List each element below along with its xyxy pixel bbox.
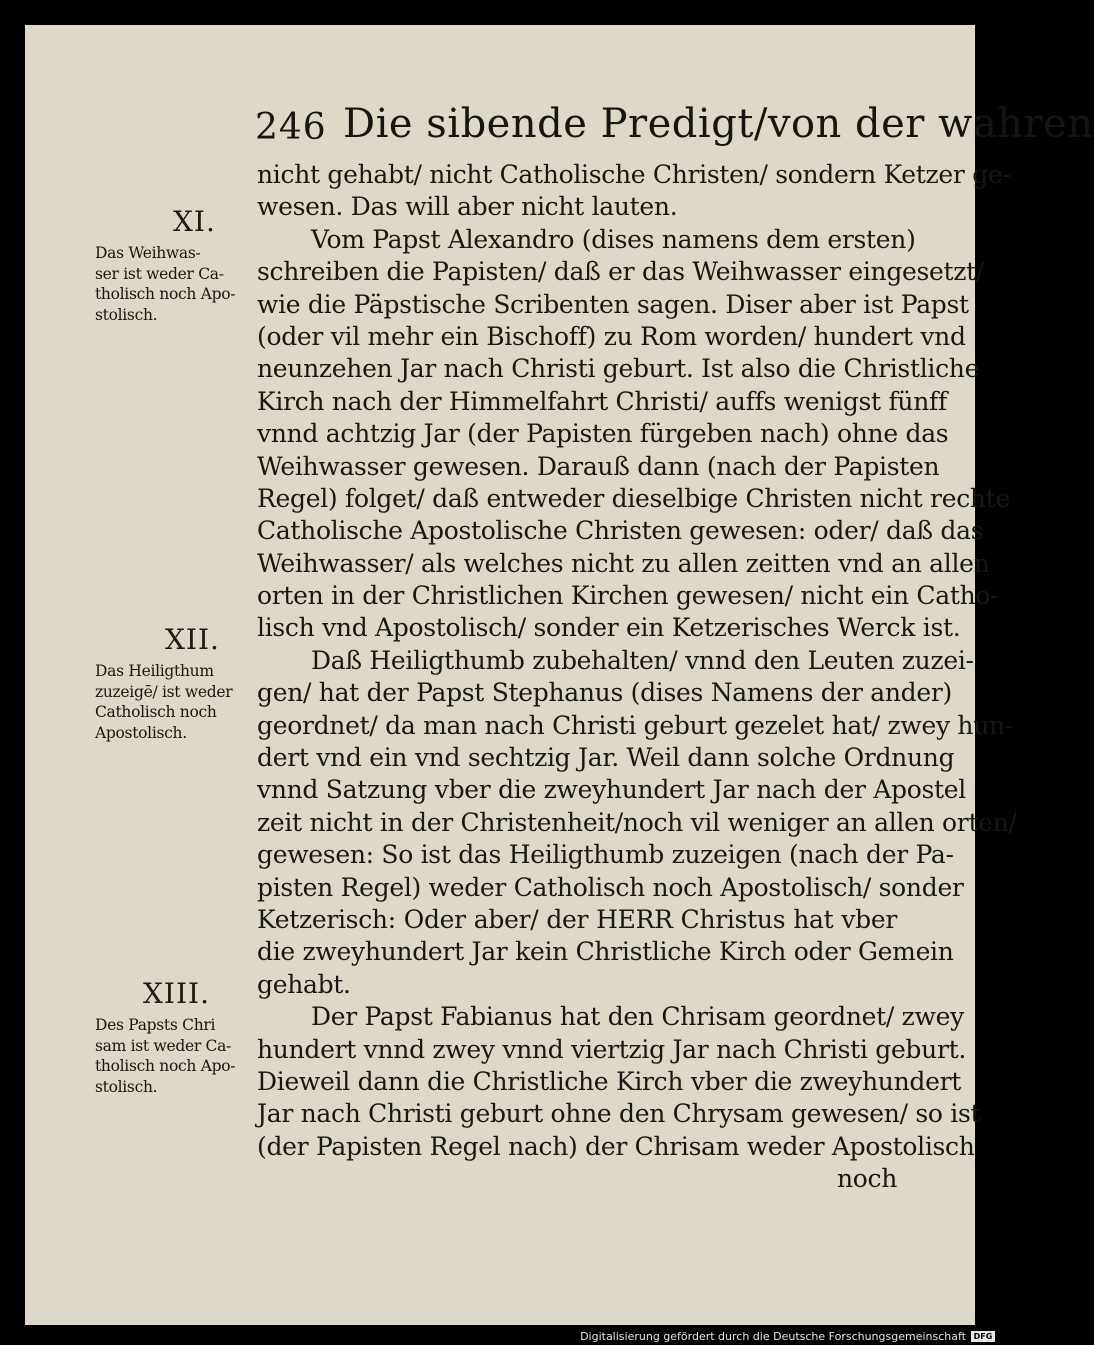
text-line: (oder vil mehr ein Bischoff) zu Rom worden/ hundert vnd xyxy=(257,321,966,351)
text-line: vnnd achtzig Jar (der Papisten fürgeben nach) ohne das xyxy=(257,419,949,449)
text-line: pisten Regel) weder Catholisch noch Apostolisch/ sonder xyxy=(257,872,964,902)
text-line: orten in der Christlichen Kirchen gewesen/ nicht ein Catho- xyxy=(257,581,999,611)
text-line: gehabt. xyxy=(257,969,351,999)
text-line: Weihwasser/ als welches nicht zu allen zeitten vnd an allen xyxy=(257,548,990,578)
text-line: gen/ hat der Papst Stephanus (dises Namens der ander) xyxy=(257,678,952,708)
running-head: Die sibende Predigt/von der wahren xyxy=(343,101,1094,147)
text-line: hundert vnnd zwey vnnd viertzig Jar nach Christi geburt. xyxy=(257,1034,966,1064)
margin-note-xii xyxy=(95,661,265,743)
text-line: nicht gehabt/ nicht Catholische Christen/ sondern Ketzer ge- xyxy=(257,160,1011,189)
margin-note-line: Catholisch noch xyxy=(95,703,217,721)
text-line: dert vnd ein vnd sechtzig Jar. Weil dann solche Ordnung xyxy=(257,743,955,773)
margin-note-line: stolisch. xyxy=(95,305,158,324)
footer-bar xyxy=(0,1325,1000,1345)
text-line: geordnet/ da man nach Christi geburt gezelet hat/ zwey hun- xyxy=(257,710,1013,740)
margin-note-line: stolisch. xyxy=(95,1077,158,1096)
text-line: (der Papisten Regel nach) der Chrisam weder Apostolisch xyxy=(257,1131,975,1161)
text-line: neunzehen Jar nach Christi geburt. Ist also die Christliche xyxy=(257,354,980,384)
margin-note-line: Das Weihwas- xyxy=(95,244,201,262)
text-line: gewesen: So ist das Heiligthumb zuzeigen (nach der Pa- xyxy=(257,840,954,870)
margin-note-line: Apostolisch. xyxy=(95,723,187,742)
margin-note-xi xyxy=(95,243,265,325)
margin-note-line: zuzeigē/ ist weder xyxy=(95,682,233,701)
text-line: Dieweil dann die Christliche Kirch vber die zweyhundert xyxy=(257,1066,961,1096)
dfg-logo: DFG xyxy=(971,1331,995,1342)
section-numeral-xi: XI. xyxy=(173,205,216,238)
scanned-page xyxy=(25,25,1094,1325)
text-line: Catholische Apostolische Christen gewesen: oder/ daß das xyxy=(257,516,984,546)
margin-note-xiii xyxy=(95,1015,265,1097)
text-line: Der Papst Fabianus hat den Chrisam geordnet/ zwey xyxy=(311,1002,964,1032)
text-line: Weihwasser gewesen. Darauß dann (nach der Papisten xyxy=(257,451,940,481)
funding-credit: Digitalisierung gefördert durch die Deutsche Forschungsgemeinschaft xyxy=(580,1330,966,1343)
text-line: zeit nicht in der Christenheit/noch vil weniger an allen orten/ xyxy=(257,807,1017,837)
text-line: Vom Papst Alexandro (dises namens dem ersten) xyxy=(311,224,916,254)
main-text-block xyxy=(257,159,1017,1196)
text-line: Ketzerisch: Oder aber/ der HERR Christus hat vber xyxy=(257,904,897,934)
text-line: Kirch nach der Himmelfahrt Christi/ auffs wenigst fünff xyxy=(257,386,947,416)
text-line: Daß Heiligthumb zubehalten/ vnnd den Leuten zuzei- xyxy=(311,645,974,675)
text-line: schreiben die Papisten/ daß er das Weihwasser eingesetzt/ xyxy=(257,257,985,287)
margin-note-line: tholisch noch Apo- xyxy=(95,1057,236,1075)
text-line: lisch vnd Apostolisch/ sonder ein Ketzerisches Werck ist. xyxy=(257,613,961,643)
text-line: wesen. Das will aber nicht lauten. xyxy=(257,192,678,222)
margin-note-line: ser ist weder Ca- xyxy=(95,264,224,283)
text-line: vnnd Satzung vber die zweyhundert Jar nach der Apostel xyxy=(257,775,966,805)
page-number: 246 xyxy=(255,107,327,148)
margin-note-line: sam ist weder Ca- xyxy=(95,1036,231,1055)
section-numeral-xiii: XIII. xyxy=(143,977,211,1010)
margin-note-line: tholisch noch Apo- xyxy=(95,285,236,303)
section-numeral-xii: XII. xyxy=(165,623,220,656)
margin-note-line: Des Papsts Chri xyxy=(95,1016,216,1034)
text-line: die zweyhundert Jar kein Christliche Kirch oder Gemein xyxy=(257,937,954,967)
text-line: wie die Päpstische Scribenten sagen. Diser aber ist Papst xyxy=(257,289,969,319)
text-line: Jar nach Christi geburt ohne den Chrysam gewesen/ so ist xyxy=(257,1099,981,1129)
margin-note-line: Das Heiligthum xyxy=(95,662,214,680)
text-line: Regel) folget/ daß entweder dieselbige Christen nicht rechte xyxy=(257,483,1010,513)
text-line: noch xyxy=(836,1164,897,1194)
